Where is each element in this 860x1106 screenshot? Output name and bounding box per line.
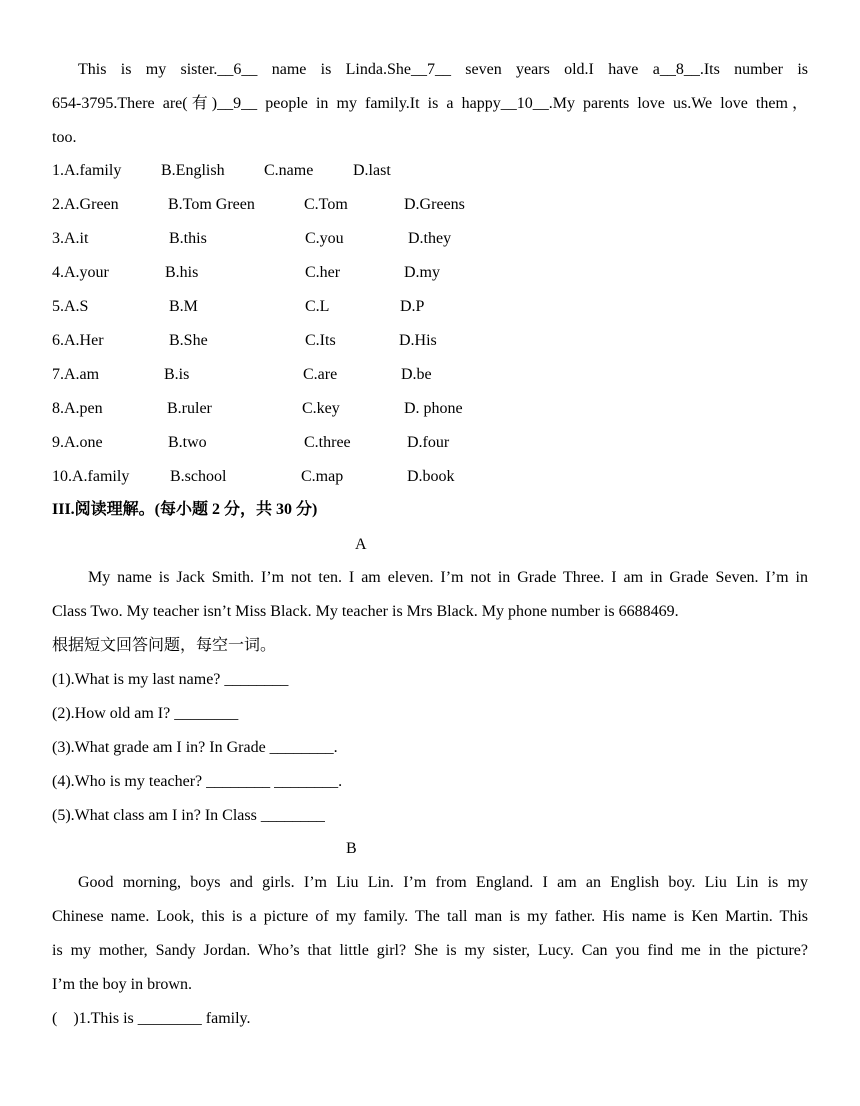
option-d: D.four — [407, 434, 450, 451]
question-item: (4).Who is my teacher? ________ ________. — [52, 773, 343, 790]
passage-b-label: B — [346, 840, 357, 857]
section-heading: III.阅读理解。(每小题 2 分，共 30 分) — [52, 501, 318, 518]
option-a: 8.A.pen — [52, 400, 103, 417]
passage-b-line-2: Chinese name. Look, this is a picture of my family. The tall man is my father. His name is Ken Martin. This — [52, 908, 808, 925]
option-d: D.book — [407, 468, 455, 485]
option-c: C.her — [305, 264, 341, 281]
option-row — [52, 229, 808, 249]
option-row — [52, 365, 808, 385]
option-a: 9.A.one — [52, 434, 103, 451]
option-c: C.name — [264, 162, 314, 179]
option-a: 4.A.your — [52, 264, 109, 281]
option-c: C.three — [304, 434, 351, 451]
option-d: D.my — [404, 264, 440, 281]
option-row — [52, 433, 808, 453]
option-row — [52, 467, 808, 487]
cloze-passage-line-1: This is my sister.__6__ name is Linda.She__7__ seven years old.I have a__8__.Its number is — [78, 61, 808, 78]
passage-b-line-4: I’m the boy in brown. — [52, 976, 192, 993]
option-b: B.English — [161, 162, 225, 179]
question-item: ( )1.This is ________ family. — [52, 1010, 251, 1027]
passage-b-line-1: Good morning, boys and girls. I’m Liu Lin. I’m from England. I am an English boy. Liu Lin is my — [78, 874, 808, 891]
option-a: 5.A.S — [52, 298, 89, 315]
option-d: D.last — [353, 162, 391, 179]
passage-a-label: A — [355, 536, 367, 553]
option-b: B.this — [169, 230, 207, 247]
option-a: 3.A.it — [52, 230, 89, 247]
option-row — [52, 399, 808, 419]
option-d: D.they — [408, 230, 452, 247]
option-a: 1.A.family — [52, 162, 122, 179]
option-a: 2.A.Green — [52, 196, 119, 213]
option-row — [52, 297, 808, 317]
option-b: B.his — [165, 264, 199, 281]
question-item: (1).What is my last name? ________ — [52, 671, 289, 688]
option-b: B.M — [169, 298, 198, 315]
option-c: C.you — [305, 230, 344, 247]
option-c: C.are — [303, 366, 338, 383]
cloze-passage-line-3: too. — [52, 129, 77, 146]
option-c: C.L — [305, 298, 330, 315]
option-d: D.P — [400, 298, 425, 315]
option-c: C.key — [302, 400, 340, 417]
option-b: B.is — [164, 366, 190, 383]
option-c: C.Tom — [304, 196, 348, 213]
question-item: (5).What class am I in? In Class ________ — [52, 807, 325, 824]
option-c: C.map — [301, 468, 344, 485]
option-b: B.two — [168, 434, 207, 451]
passage-a-line-2: Class Two. My teacher isn’t Miss Black. My teacher is Mrs Black. My phone number is 6688469. — [52, 603, 679, 620]
cloze-passage-line-2: 654-3795.There are(有)__9__ people in my family.It is a happy__10__.My parents love us.We love them， — [52, 95, 808, 112]
question-item: (2).How old am I? ________ — [52, 705, 239, 722]
option-b: B.She — [169, 332, 208, 349]
option-c: C.Its — [305, 332, 336, 349]
question-item: (3).What grade am I in? In Grade ________. — [52, 739, 338, 756]
option-d: D.be — [401, 366, 432, 383]
passage-b-line-3: is my mother, Sandy Jordan. Who’s that little girl? She is my sister, Lucy. Can you find me in the picture? — [52, 942, 808, 959]
option-a: 7.A.am — [52, 366, 100, 383]
option-b: B.Tom Green — [168, 196, 255, 213]
option-row — [52, 161, 808, 181]
option-b: B.ruler — [167, 400, 212, 417]
passage-a-line-1: My name is Jack Smith. I’m not ten. I am eleven. I’m not in Grade Three. I am in Grade Seven. I’m in — [88, 569, 808, 586]
option-b: B.school — [170, 468, 227, 485]
option-row — [52, 263, 808, 283]
option-d: D.Greens — [404, 196, 465, 213]
option-d: D. phone — [404, 400, 463, 417]
option-row — [52, 195, 808, 215]
option-d: D.His — [399, 332, 437, 349]
option-a: 10.A.family — [52, 468, 130, 485]
option-a: 6.A.Her — [52, 332, 104, 349]
option-row — [52, 331, 808, 351]
passage-a-instruction: 根据短文回答问题，每空一词。 — [52, 637, 277, 654]
